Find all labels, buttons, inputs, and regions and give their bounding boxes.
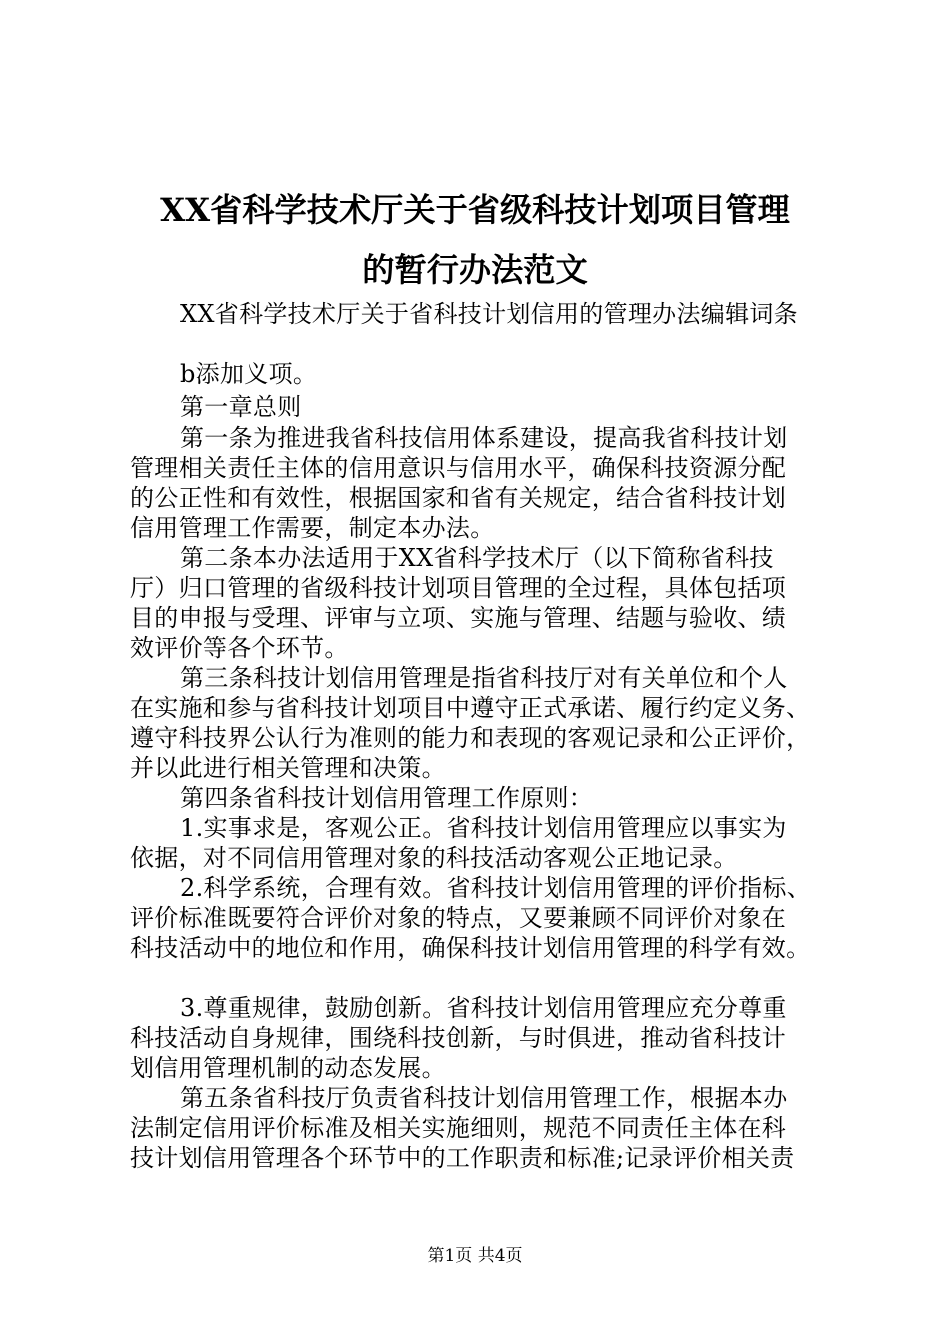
body-line: 效评价等各个环节。 <box>130 634 349 662</box>
principle-2-start: 2.科学系统，合理有效。省科技计划信用管理的评价指标、 <box>180 874 811 902</box>
body-line: b添加义项。 <box>180 360 318 388</box>
document-title-line-1: XX省科学技术厅关于省级科技计划项目管理 <box>160 191 790 229</box>
article-5-start: 第五条省科技厅负责省科技计划信用管理工作，根据本办 <box>180 1084 788 1112</box>
page-number: 第1页 共4页 <box>427 1246 523 1266</box>
body-line: 并以此进行相关管理和决策。 <box>130 754 446 782</box>
body-line: 厅）归口管理的省级科技计划项目管理的全过程，具体包括项 <box>130 574 787 602</box>
body-line: 技计划信用管理各个环节中的工作职责和标准;记录评价相关责 <box>130 1144 795 1172</box>
body-line: 在实施和参与省科技计划项目中遵守正式承诺、履行约定义务、 <box>130 694 811 722</box>
body-line: 信用管理工作需要，制定本办法。 <box>130 514 495 542</box>
body-line: 科技活动自身规律，围绕科技创新，与时俱进，推动省科技计 <box>130 1024 787 1052</box>
body-line: 科技活动中的地位和作用，确保科技计划信用管理的科学有效。 <box>130 934 811 962</box>
body-line: 法制定信用评价标准及相关实施细则，规范不同责任主体在科 <box>130 1114 787 1142</box>
article-1-start: 第一条为推进我省科技信用体系建设，提高我省科技计划 <box>180 424 788 452</box>
body-line: 评价标准既要符合评价对象的特点，又要兼顾不同评价对象在 <box>130 904 787 932</box>
document-title-line-2: 的暂行办法范文 <box>362 251 588 289</box>
body-line: 遵守科技界公认行为准则的能力和表现的客观记录和公正评价， <box>130 724 811 752</box>
body-line: XX省科学技术厅关于省科技计划信用的管理办法编辑词条 <box>180 300 798 328</box>
body-line: 依据，对不同信用管理对象的科技活动客观公正地记录。 <box>130 844 738 872</box>
article-2-start: 第二条本办法适用于XX省科学技术厅（以下简称省科技 <box>180 544 774 572</box>
chapter-heading: 第一章总则 <box>180 393 302 421</box>
body-line: 的公正性和有效性，根据国家和省有关规定，结合省科技计划 <box>130 484 787 512</box>
article-3-start: 第三条科技计划信用管理是指省科技厅对有关单位和个人 <box>180 664 788 692</box>
article-4-start: 第四条省科技计划信用管理工作原则： <box>180 784 594 812</box>
principle-1-start: 1.实事求是，客观公正。省科技计划信用管理应以事实为 <box>180 814 787 842</box>
body-line: 管理相关责任主体的信用意识与信用水平，确保科技资源分配 <box>130 454 787 482</box>
body-line: 目的申报与受理、评审与立项、实施与管理、结题与验收、绩 <box>130 604 787 632</box>
body-line: 划信用管理机制的动态发展。 <box>130 1054 446 1082</box>
principle-3-start: 3.尊重规律，鼓励创新。省科技计划信用管理应充分尊重 <box>180 994 787 1022</box>
